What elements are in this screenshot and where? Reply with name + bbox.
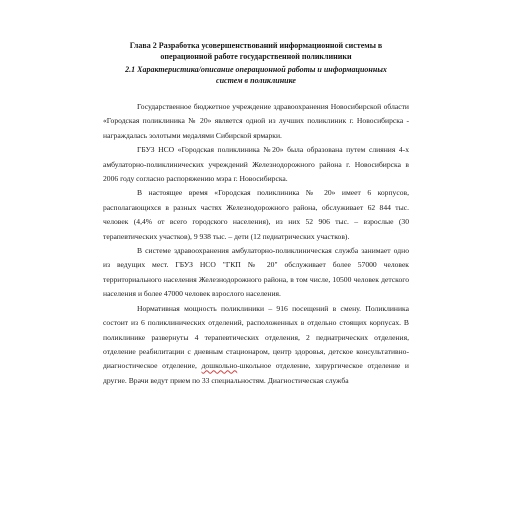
paragraph-4: В системе здравоохранения амбулаторно-поликлиническая служба занимает одно из ведущих мест. ГБУЗ НСО "ГКП № 20" обслуживает более 57000 человек территориального населения Железнодорожного района, в том числе, 10500 человек детского населения и более 47000 человек взрослого населения. (103, 246, 409, 299)
chapter-heading-line-1: Глава 2 Разработка усовершенствований информационной системы в (129, 41, 383, 50)
chapter-heading-line-2: операционной работе государственной поликлиники (160, 52, 352, 61)
paragraph-1: Государственное бюджетное учреждение здравоохранения Новосибирской области «Городская поликлиника № 20» является одной из лучших поликлиник г. Новосибирска - награждалась золотыми медалями Сибирской ярмарки. (103, 102, 409, 140)
section-heading (103, 64, 409, 86)
section-heading-line-1: 2.1 Характеристика/описание операционной работы и информационных (125, 65, 387, 74)
paragraph-5-text-end: -школьное отделение, хирургическое отделение и другие. Врачи ведут прием по 33 специальностям. Диагностическая служба (103, 361, 409, 385)
spellcheck-flagged-word: дошкольно (201, 361, 238, 371)
section-heading-line-2: систем в поликлинике (216, 76, 296, 85)
paragraph-5-text-start: Нормативная мощность поликлиники – 916 посещений в смену. Поликлиника состоит из 6 поликлинических отделений, расположенных в отдельно стоящих корпусах. В поликлинике развернуты 4 терапевтических отделения, 2 педиатрических отделения, отделение реабилитации с дневным стационаром, центр здоровья, детское консультативно-диагностическое отделение, (103, 303, 409, 371)
paragraph-5 (103, 302, 409, 388)
paragraph-3: В настоящее время «Городская поликлиника № 20» имеет 6 корпусов, располагающихся в разных частях Железнодорожного района, обслуживает 62 844 тыс. человек (4,4% от всего городского населения), из них 52 906 тыс. – взрослые (30 терапевтических участков), 9 938 тыс. – дети (12 педиатрических участков). (103, 188, 409, 241)
paragraph-2: ГБУЗ НСО «Городская поликлиника №20» была образована путем слияния 4-х амбулаторно-поликлинических учреждений Железнодорожного района г. Новосибирска в 2006 году согласно распоряжению мэра г. Новосибирска. (103, 145, 409, 184)
chapter-heading (103, 40, 409, 62)
